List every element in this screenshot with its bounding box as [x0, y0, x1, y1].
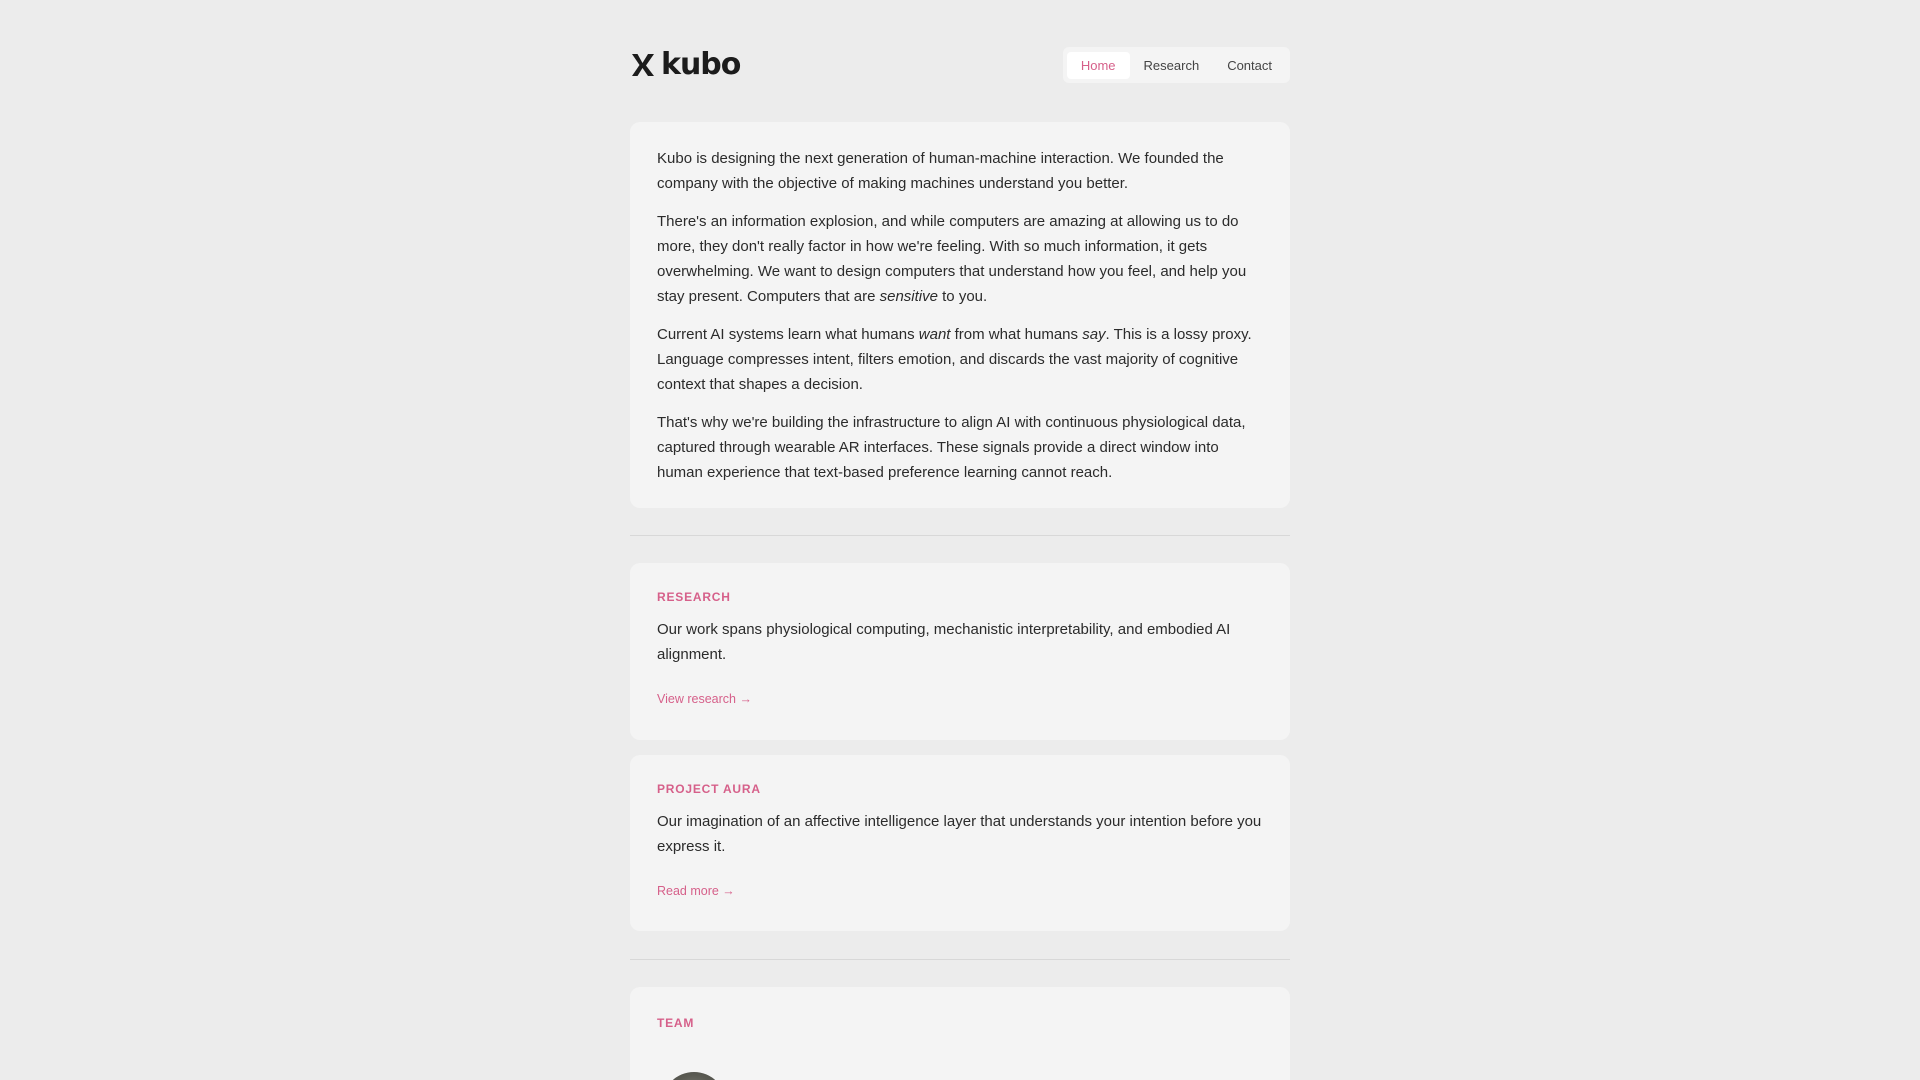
intro-paragraph-1: Kubo is designing the next generation of human-machine interaction. We founded the company with the objective of making machines understand you better. [657, 150, 1224, 192]
research-section-label: RESEARCH [657, 590, 731, 604]
logo[interactable] [630, 47, 741, 82]
research-description: Our work spans physiological computing, mechanistic interpretability, and embodied AI alignment. [657, 621, 1231, 663]
read-more-link[interactable]: Read more → [657, 884, 735, 898]
project-aura-card [630, 755, 1290, 931]
intro-paragraph-3: Current AI systems learn what humans want from what humans say. This is a lossy proxy. Language compresses intent, filters emotion, and discards the vast majority of cognitive context that shapes a decision. [657, 326, 1252, 393]
site-header [630, 0, 1290, 120]
top-nav [1063, 47, 1290, 83]
intro-paragraph-2: There's an information explosion, and while computers are amazing at allowing us to do more, they don't really factor in how we're feeling. With so much information, it gets overwhelming. We want to design computers that understand how you feel, and help you stay present. Computers that are sensitive to you. [657, 213, 1247, 305]
brand-name: kubo [661, 47, 741, 82]
page [630, 0, 1290, 1030]
intro-paragraph-4: That's why we're building the infrastructure to align AI with continuous physiological data, captured through wearable AR interfaces. These signals provide a direct window into human experience that text-based preference learning cannot reach. [657, 414, 1246, 481]
divider [630, 959, 1290, 960]
nav-contact[interactable]: Contact [1227, 57, 1272, 73]
nav-home[interactable]: Home [1067, 52, 1130, 79]
divider [630, 535, 1290, 536]
nav-research[interactable]: Research [1143, 57, 1200, 73]
team-card [630, 987, 1290, 1080]
team-member-avatar[interactable] [662, 1072, 726, 1080]
view-research-link[interactable]: View research → [657, 692, 752, 706]
kubo-logo-icon [630, 52, 656, 78]
team-section-label: TEAM [657, 1016, 695, 1030]
research-card [630, 563, 1290, 740]
intro-card [630, 122, 1290, 508]
project-aura-description: Our imagination of an affective intelligence layer that understands your intention before you express it. [657, 813, 1262, 855]
project-aura-section-label: PROJECT AURA [657, 782, 761, 796]
